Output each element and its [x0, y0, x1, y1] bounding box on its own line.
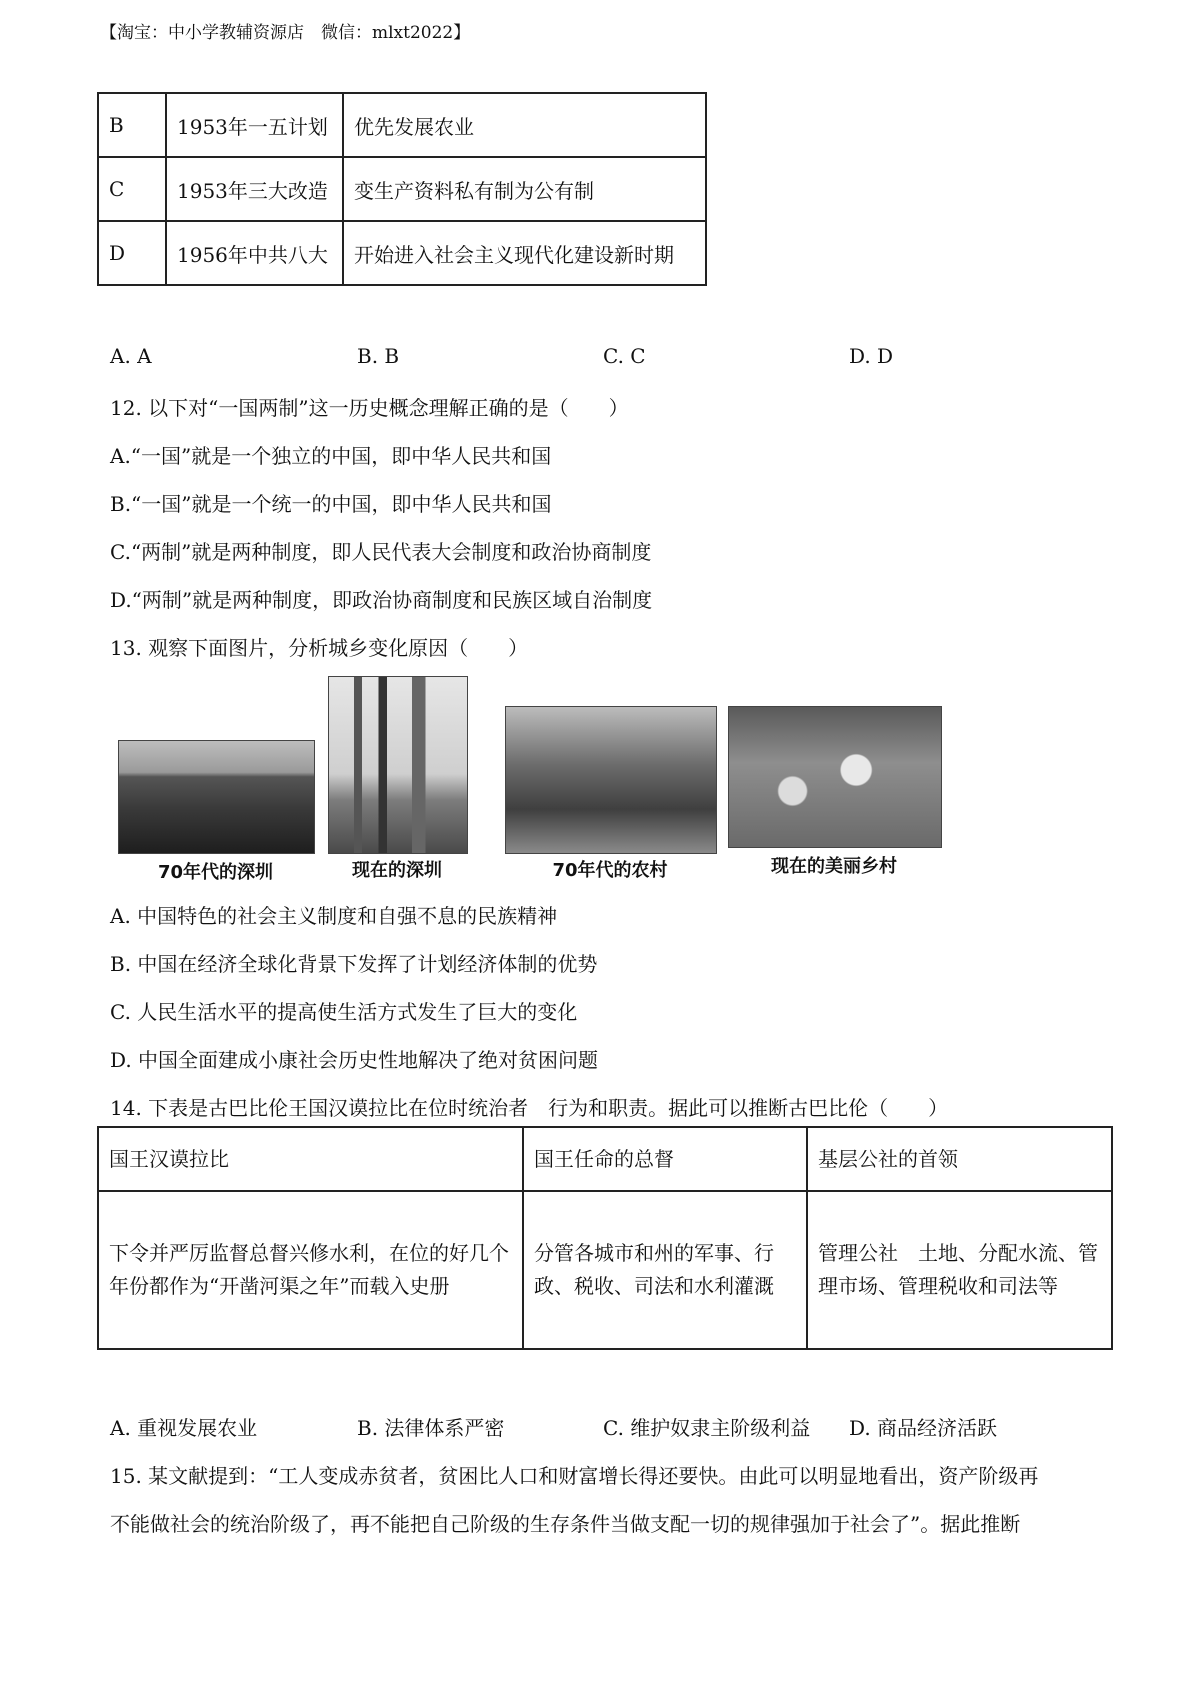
q11-option-b[interactable]: B. B	[357, 344, 400, 368]
q15-line-1: 15. 某文献提到：“工人变成赤贫者，贫困比人口和财富增长得还要快。由此可以明显地看出，资产阶级再	[110, 1464, 1039, 1488]
q11-letter-c: C	[98, 157, 166, 221]
table-row	[98, 221, 706, 285]
photo-shenzhen-now	[328, 676, 468, 854]
q12-option-a[interactable]: A.“一国”就是一个独立的中国，即中华人民共和国	[110, 444, 552, 468]
q14-option-b[interactable]: B. 法律体系严密	[357, 1416, 505, 1440]
q14-header-king: 国王汉谟拉比	[98, 1127, 523, 1191]
q13-option-d[interactable]: D. 中国全面建成小康社会历史性地解决了绝对贫困问题	[110, 1048, 599, 1072]
q14-header-commune: 基层公社的首领	[807, 1127, 1112, 1191]
page-header: 【淘宝：中小学教辅资源店 微信：mlxt2022】	[100, 23, 471, 43]
q11-event-c: 1953年三大改造	[166, 157, 343, 221]
q11-option-c[interactable]: C. C	[603, 344, 646, 368]
q11-letter-d: D	[98, 221, 166, 285]
q11-desc-b: 优先发展农业	[343, 93, 706, 157]
q14-table	[97, 1126, 1113, 1350]
q13-option-a[interactable]: A. 中国特色的社会主义制度和自强不息的民族精神	[110, 904, 558, 928]
q14-cell-king: 下令并严厉监督总督兴修水利，在位的好几个年份都作为“开凿河渠之年”而载入史册	[98, 1191, 523, 1349]
caption-shenzhen-70s: 70年代的深圳	[157, 862, 274, 883]
caption-village-70s: 70年代的农村	[552, 860, 668, 881]
q11-letter-b: B	[98, 93, 166, 157]
table-row	[98, 93, 706, 157]
q14-stem: 14. 下表是古巴比伦王国汉谟拉比在位时统治者 行为和职责。据此可以推断古巴比伦（ ）	[110, 1096, 949, 1120]
table-row	[98, 1191, 1112, 1349]
table-row	[98, 1127, 1112, 1191]
q12-option-b[interactable]: B.“一国”就是一个统一的中国，即中华人民共和国	[110, 492, 552, 516]
q14-cell-commune: 管理公社 土地、分配水流、管理市场、管理税收和司法等	[807, 1191, 1112, 1349]
q12-option-c[interactable]: C.“两制”就是两种制度，即人民代表大会制度和政治协商制度	[110, 540, 652, 564]
q12-option-d[interactable]: D.“两制”就是两种制度，即政治协商制度和民族区域自治制度	[110, 588, 653, 612]
q14-cell-governor: 分管各城市和州的军事、行政、税收、司法和水利灌溉	[523, 1191, 807, 1349]
q11-event-b: 1953年一五计划	[166, 93, 343, 157]
q13-stem: 13. 观察下面图片，分析城乡变化原因（ ）	[110, 636, 529, 660]
q12-stem: 12. 以下对“一国两制”这一历史概念理解正确的是（ ）	[110, 396, 629, 420]
caption-shenzhen-now: 现在的深圳	[352, 860, 442, 881]
photo-shenzhen-70s	[118, 740, 315, 854]
q11-desc-c: 变生产资料私有制为公有制	[343, 157, 706, 221]
q13-option-c[interactable]: C. 人民生活水平的提高使生活方式发生了巨大的变化	[110, 1000, 578, 1024]
q11-option-d[interactable]: D. D	[849, 344, 894, 368]
q14-option-d[interactable]: D. 商品经济活跃	[849, 1416, 998, 1440]
q11-table	[97, 92, 707, 286]
photo-village-70s	[505, 706, 717, 854]
q13-option-b[interactable]: B. 中国在经济全球化背景下发挥了计划经济体制的优势	[110, 952, 598, 976]
table-row	[98, 157, 706, 221]
q14-option-c[interactable]: C. 维护奴隶主阶级利益	[603, 1416, 811, 1440]
photo-village-now	[728, 706, 942, 848]
caption-village-now: 现在的美丽乡村	[771, 856, 897, 877]
q15-line-2: 不能做社会的统治阶级了，再不能把自己阶级的生存条件当做支配一切的规律强加于社会了”。据此推断	[110, 1512, 1021, 1536]
q14-option-a[interactable]: A. 重视发展农业	[110, 1416, 258, 1440]
q14-header-governor: 国王任命的总督	[523, 1127, 807, 1191]
q11-desc-d: 开始进入社会主义现代化建设新时期	[343, 221, 706, 285]
q11-event-d: 1956年中共八大	[166, 221, 343, 285]
q11-option-a[interactable]: A. A	[110, 344, 152, 368]
